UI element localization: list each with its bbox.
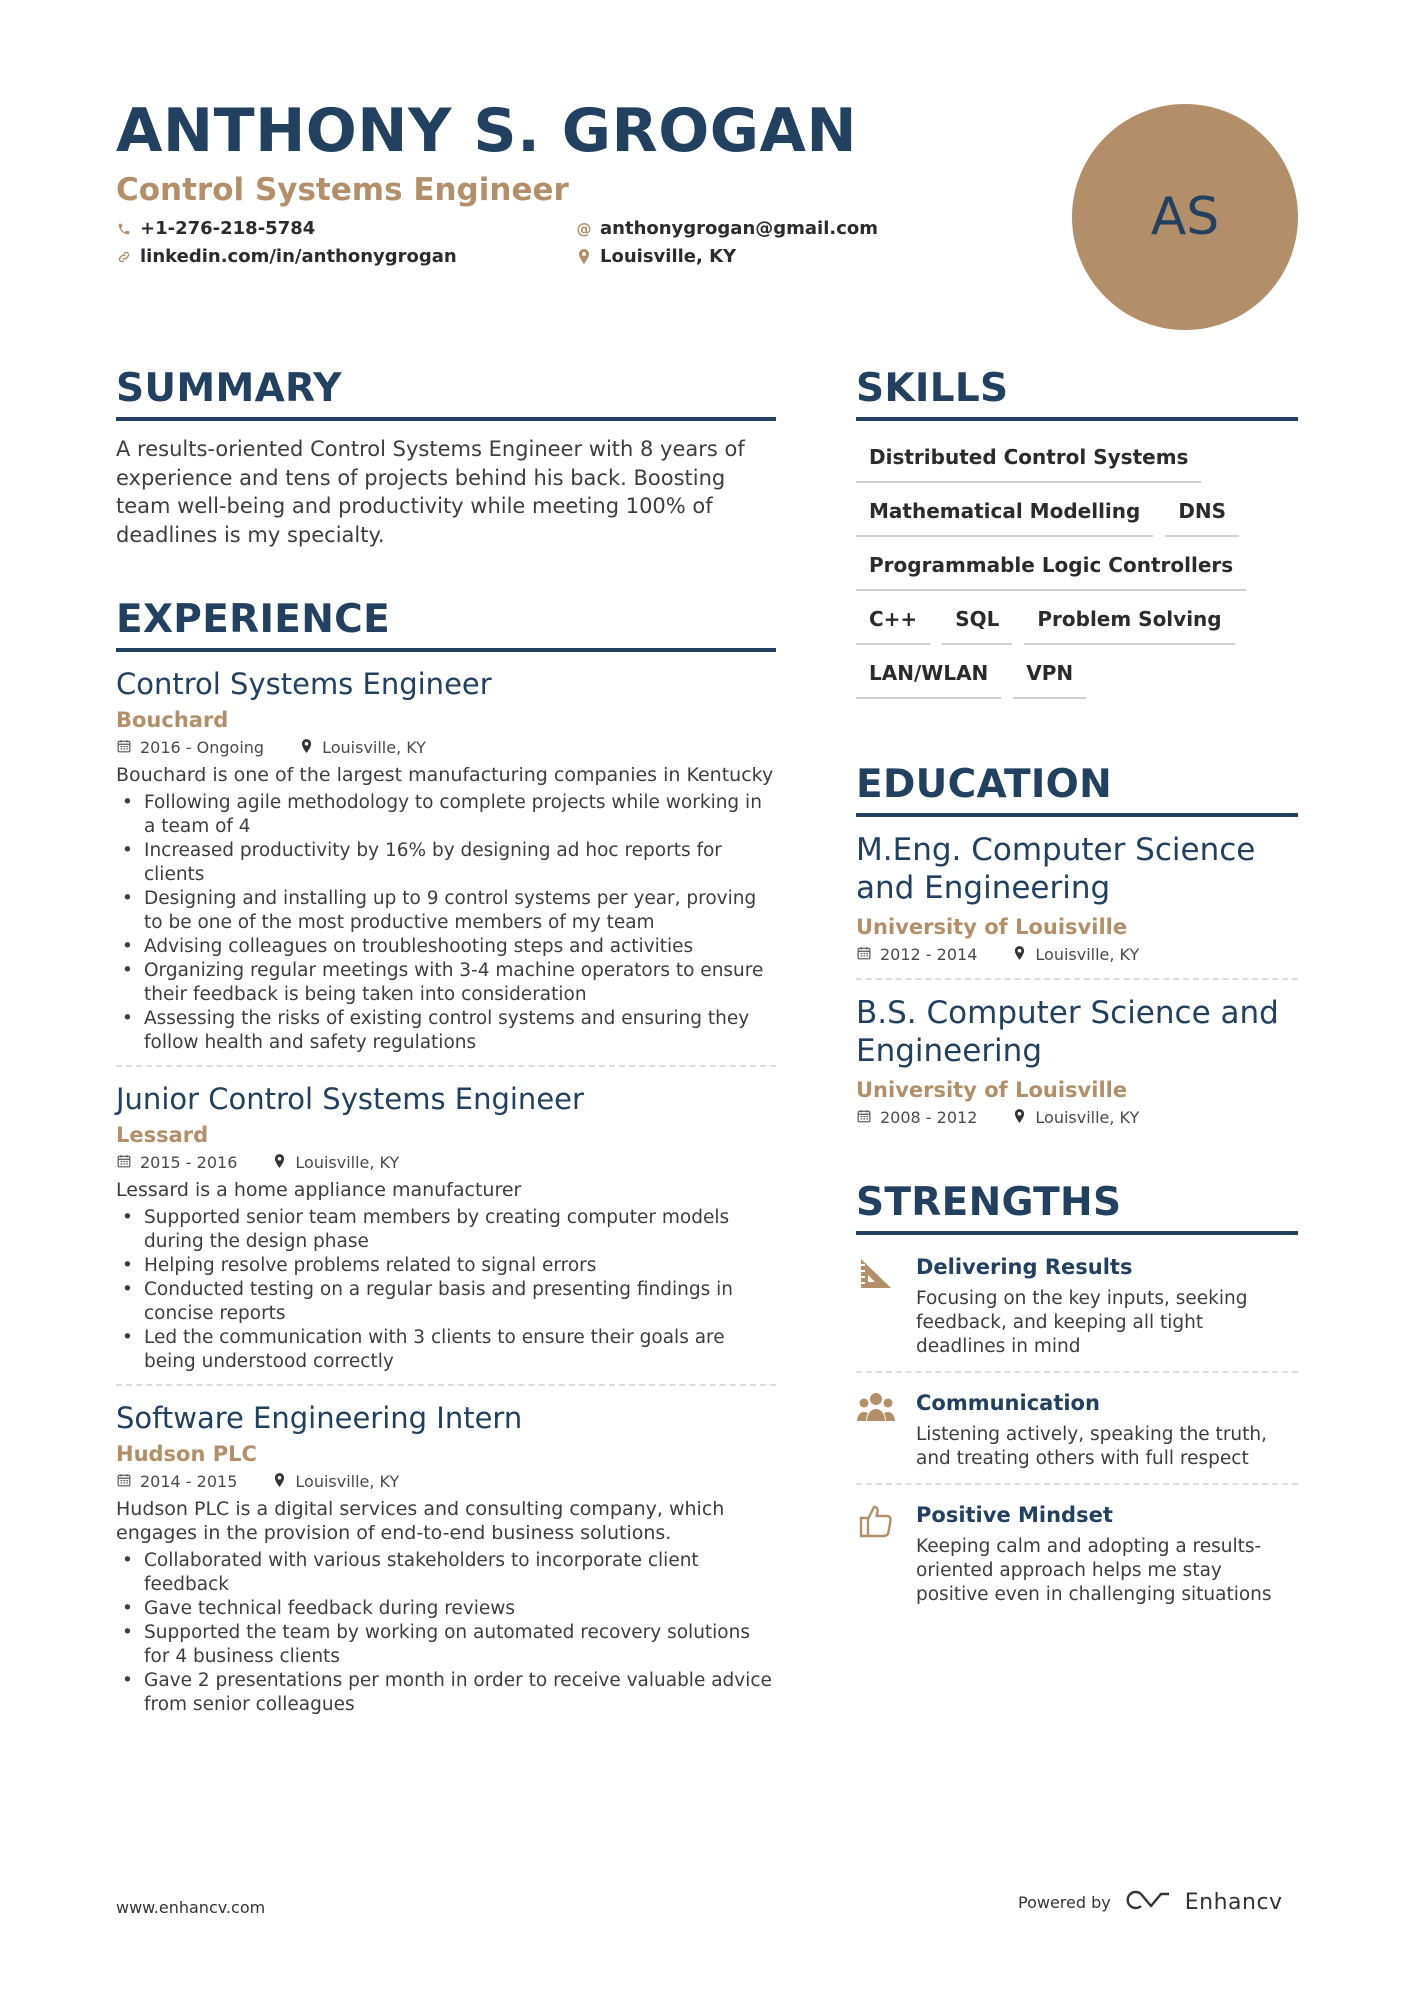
education-location: Louisville, KY: [1035, 1108, 1140, 1127]
calendar-icon: [116, 739, 132, 757]
skill-tag: Problem Solving: [1024, 605, 1234, 645]
ruler-triangle-icon: [856, 1253, 896, 1293]
contact-location: [576, 246, 736, 267]
footer-website[interactable]: www.enhancv.com: [116, 1898, 266, 1917]
job-entry: [116, 1398, 776, 1727]
job-bullet: • Gave technical feedback during reviews: [116, 1597, 776, 1621]
experience-heading: EXPERIENCE: [116, 597, 776, 652]
strength-description: Listening actively, speaking the truth, and treating others with full respect: [916, 1424, 1268, 1469]
job-bullet: • Gave 2 presentations per month in order to receive valuable advice from senior colleagues: [116, 1669, 776, 1717]
skill-tag: SQL: [942, 605, 1012, 645]
calendar-icon: [856, 946, 872, 964]
strength-description: Focusing on the key inputs, seeking feedback, and keeping all tight deadlines in mind: [916, 1288, 1248, 1357]
skills-list: [856, 443, 1298, 699]
job-bullets: [116, 1206, 776, 1374]
strengths-list: [856, 1253, 1298, 1619]
education-meta: [856, 1108, 1298, 1127]
brand-name: Enhancv: [1184, 1889, 1283, 1915]
skill-tag: DNS: [1165, 497, 1239, 537]
job-dates: 2014 - 2015: [140, 1472, 238, 1491]
job-bullet: • Collaborated with various stakeholders to incorporate client feedback: [116, 1549, 776, 1597]
job-dates: 2016 - Ongoing: [140, 738, 265, 757]
education-dates: 2012 - 2014: [880, 945, 978, 964]
contact-email[interactable]: [576, 218, 878, 239]
strength-body: [916, 1501, 1298, 1607]
avatar: [1072, 104, 1298, 330]
strength-description: Keeping calm and adopting a results-oriented approach helps me stay positive even in challenging situations: [916, 1536, 1272, 1605]
job-description: Hudson PLC is a digital services and consulting company, which engages in the provision of end-to-end business solutions.: [116, 1498, 725, 1544]
degree-title: M.Eng. Computer Science and Engineering: [856, 832, 1256, 906]
job-bullet: • Supported the team by working on automated recovery solutions for 4 business clients: [116, 1621, 776, 1669]
job-bullet: • Designing and installing up to 9 control systems per year, proving to be one of the most productive members of my team: [116, 887, 776, 935]
strengths-heading: STRENGTHS: [856, 1180, 1298, 1235]
skill-tag: VPN: [1013, 659, 1086, 699]
job-bullet: • Led the communication with 3 clients to ensure their goals are being understood correctly: [116, 1326, 776, 1374]
job-bullet: • Conducted testing on a regular basis and presenting findings in concise reports: [116, 1278, 776, 1326]
experience-section: [116, 597, 776, 1739]
job-bullets: [116, 1549, 776, 1717]
school-name: University of Louisville: [856, 915, 1128, 939]
job-title: Control Systems Engineer: [116, 667, 492, 701]
education-location: Louisville, KY: [1035, 945, 1140, 964]
powered-by-label: Powered by: [1018, 1892, 1111, 1912]
skill-tag: Programmable Logic Controllers: [856, 551, 1246, 591]
summary-text: A results-oriented Control Systems Engineer with 8 years of experience and tens of projects behind his back. Boosting team well-being and productivity while meeting 100% of deadlines is my specialty.: [116, 437, 745, 547]
job-bullet: • Organizing regular meetings with 3-4 machine operators to ensure their feedback is being taken into consideration: [116, 959, 776, 1007]
strength-body: [916, 1253, 1298, 1359]
strength-title: Positive Mindset: [916, 1503, 1113, 1527]
education-dates: 2008 - 2012: [880, 1108, 978, 1127]
location-pin-icon: [298, 739, 314, 757]
education-list: [856, 831, 1298, 1141]
strengths-section: [856, 1180, 1298, 1635]
skill-tag: LAN/WLAN: [856, 659, 1001, 699]
email-text: anthonygrogan@gmail.com: [600, 218, 879, 239]
candidate-title: Control Systems Engineer: [116, 172, 569, 208]
skill-tag: C++: [856, 605, 930, 645]
job-description: Bouchard is one of the largest manufacturing companies in Kentucky: [116, 764, 774, 786]
footer-branding[interactable]: [1018, 1888, 1283, 1916]
location-pin-icon: [1011, 1109, 1027, 1127]
linkedin-text: linkedin.com/in/anthonygrogan: [140, 246, 457, 267]
degree-title: B.S. Computer Science and Engineering: [856, 995, 1279, 1069]
strength-entry: [856, 1501, 1298, 1619]
skill-tag: Mathematical Modelling: [856, 497, 1153, 537]
job-meta: [116, 1153, 776, 1172]
job-bullet: • Increased productivity by 16% by designing ad hoc reports for clients: [116, 839, 776, 887]
summary-heading: SUMMARY: [116, 366, 776, 421]
contact-phone[interactable]: [116, 218, 315, 239]
job-location: Louisville, KY: [295, 1472, 400, 1491]
location-pin-icon: [1011, 946, 1027, 964]
skills-section: [856, 366, 1298, 699]
education-heading: EDUCATION: [856, 762, 1298, 817]
strength-entry: [856, 1253, 1298, 1373]
job-dates: 2015 - 2016: [140, 1153, 238, 1172]
job-bullet: • Following agile methodology to complete projects while working in a team of 4: [116, 791, 776, 839]
calendar-icon: [856, 1109, 872, 1127]
calendar-icon: [116, 1154, 132, 1172]
job-location: Louisville, KY: [295, 1153, 400, 1172]
job-entry: [116, 664, 776, 1067]
job-company: Hudson PLC: [116, 1442, 257, 1466]
job-bullet: • Helping resolve problems related to signal errors: [116, 1254, 776, 1278]
phone-text: +1-276-218-5784: [140, 218, 316, 239]
job-bullet: • Advising colleagues on troubleshooting steps and activities: [116, 935, 776, 959]
education-entry: [856, 994, 1298, 1141]
location-text: Louisville, KY: [600, 246, 737, 267]
summary-section: [116, 366, 776, 549]
job-company: Lessard: [116, 1123, 209, 1147]
candidate-name: ANTHONY S. GROGAN: [116, 96, 858, 166]
job-meta: [116, 738, 776, 757]
school-name: University of Louisville: [856, 1078, 1128, 1102]
strength-title: Communication: [916, 1391, 1100, 1415]
location-pin-icon: [576, 249, 592, 265]
job-meta: [116, 1472, 776, 1491]
link-icon: [116, 249, 132, 265]
skill-tag: Distributed Control Systems: [856, 443, 1201, 483]
avatar-initials: AS: [1150, 187, 1220, 247]
thumbs-up-icon: [856, 1501, 896, 1541]
strength-body: [916, 1389, 1298, 1471]
location-pin-icon: [271, 1473, 287, 1491]
enhancv-logo-icon: [1125, 1888, 1171, 1916]
location-pin-icon: [271, 1154, 287, 1172]
education-meta: [856, 945, 1298, 964]
job-list: [116, 664, 776, 1727]
job-title: Junior Control Systems Engineer: [116, 1082, 584, 1116]
job-description: Lessard is a home appliance manufacturer: [116, 1179, 522, 1201]
strength-title: Delivering Results: [916, 1255, 1133, 1279]
job-bullet: • Assessing the risks of existing control systems and ensuring they follow health and safety regulations: [116, 1007, 776, 1055]
education-entry: [856, 831, 1298, 980]
job-location: Louisville, KY: [322, 738, 426, 757]
at-icon: @: [576, 219, 592, 238]
education-section: [856, 762, 1298, 1155]
phone-icon: [116, 221, 132, 237]
job-company: Bouchard: [116, 708, 229, 732]
skills-heading: SKILLS: [856, 366, 1298, 421]
job-entry: [116, 1079, 776, 1386]
job-bullet: • Supported senior team members by creating computer models during the design phase: [116, 1206, 776, 1254]
users-icon: [856, 1389, 896, 1429]
strength-entry: [856, 1389, 1298, 1485]
job-bullets: [116, 791, 776, 1055]
contact-linkedin[interactable]: [116, 246, 457, 267]
calendar-icon: [116, 1473, 132, 1491]
job-title: Software Engineering Intern: [116, 1401, 523, 1435]
